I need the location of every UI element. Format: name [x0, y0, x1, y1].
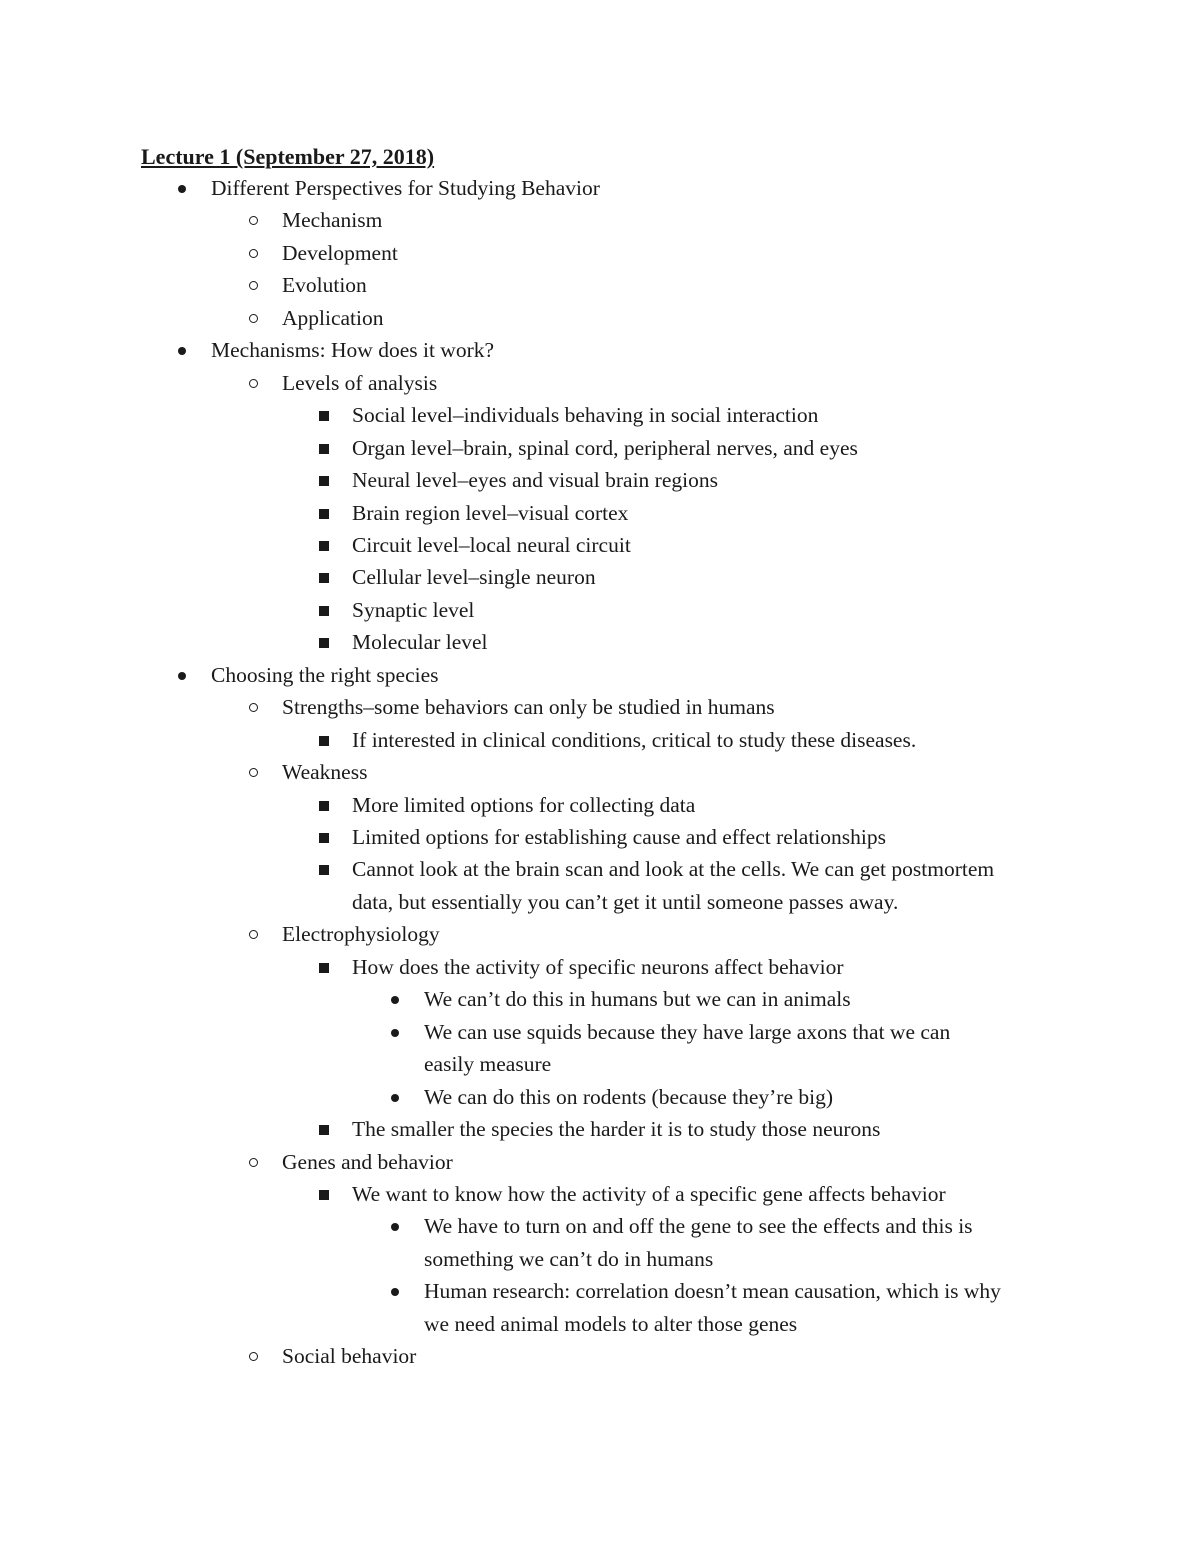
outline-item-level-2: Application	[282, 305, 384, 330]
square-bullet-icon	[319, 951, 349, 984]
bullet-icon	[178, 334, 208, 367]
outline-item-level-2: Levels of analysis	[282, 370, 438, 395]
outline-item-level-1: Choosing the right species	[211, 662, 439, 687]
outline-item-level-4: We can use squids because they have large axons that we can	[424, 1019, 951, 1044]
square-bullet-icon	[319, 821, 349, 854]
outline-item-level-2: Genes and behavior	[282, 1149, 453, 1174]
outline-item-level-2: Development	[282, 240, 398, 265]
square-bullet-icon	[319, 1178, 349, 1211]
outline-item-level-2: Social behavior	[282, 1344, 417, 1369]
square-bullet-icon	[319, 464, 349, 497]
square-bullet-icon	[319, 561, 349, 594]
outline-item-level-2: Strengths–some behaviors can only be studied in humans	[282, 695, 775, 720]
square-bullet-icon	[319, 594, 349, 627]
circle-bullet-icon	[249, 269, 279, 302]
outline-item-level-3: Social level–individuals behaving in social interaction	[352, 403, 819, 428]
square-bullet-icon	[319, 724, 349, 757]
outline-item-continuation: easily measure	[424, 1052, 552, 1077]
square-bullet-icon	[319, 529, 349, 562]
outline-item-level-4: We have to turn on and off the gene to see the effects and this is	[424, 1214, 973, 1239]
circle-bullet-icon	[249, 1146, 279, 1179]
bullet-icon	[178, 172, 208, 205]
square-bullet-icon	[319, 497, 349, 530]
square-bullet-icon	[319, 432, 349, 465]
outline-item-continuation: data, but essentially you can’t get it until someone passes away.	[352, 889, 899, 914]
square-bullet-icon	[319, 1113, 349, 1146]
outline-item-level-2: Evolution	[282, 273, 367, 298]
outline-item-level-2: Mechanism	[282, 208, 383, 233]
outline-item-level-2: Weakness	[282, 760, 368, 785]
square-bullet-icon	[319, 399, 349, 432]
circle-bullet-icon	[249, 204, 279, 237]
outline-item-level-1: Different Perspectives for Studying Behavior	[211, 176, 600, 200]
outline-item-level-3: Neural level–eyes and visual brain regions	[352, 468, 718, 493]
outline-item-level-3: Synaptic level	[352, 597, 475, 622]
outline-item-level-2: Electrophysiology	[282, 922, 440, 947]
bullet-icon	[391, 1275, 421, 1308]
page-title: Lecture 1 (September 27, 2018)	[141, 144, 435, 169]
circle-bullet-icon	[249, 756, 279, 789]
outline-item-level-3: If interested in clinical conditions, critical to study these diseases.	[352, 727, 917, 752]
outline-item-continuation: we need animal models to alter those genes	[424, 1311, 798, 1336]
circle-bullet-icon	[249, 237, 279, 270]
bullet-icon	[391, 1016, 421, 1049]
square-bullet-icon	[319, 853, 349, 886]
outline-item-level-3: Organ level–brain, spinal cord, peripheral nerves, and eyes	[352, 435, 858, 460]
bullet-icon	[391, 1081, 421, 1114]
circle-bullet-icon	[249, 302, 279, 335]
square-bullet-icon	[319, 626, 349, 659]
circle-bullet-icon	[249, 918, 279, 951]
outline-item-level-3: The smaller the species the harder it is to study those neurons	[352, 1117, 881, 1142]
outline-item-level-3: Circuit level–local neural circuit	[352, 532, 631, 557]
outline-item-level-4: We can’t do this in humans but we can in animals	[424, 987, 851, 1012]
outline-item-level-3: We want to know how the activity of a specific gene affects behavior	[352, 1181, 946, 1206]
bullet-icon	[391, 1210, 421, 1243]
outline-item-level-3: Brain region level–visual cortex	[352, 500, 629, 525]
bullet-icon	[178, 659, 208, 692]
outline-item-level-3: Limited options for establishing cause and effect relationships	[352, 825, 886, 849]
outline-item-level-1: Mechanisms: How does it work?	[211, 338, 495, 363]
square-bullet-icon	[319, 789, 349, 822]
outline-item-level-4: We can do this on rodents (because they’re big)	[424, 1084, 834, 1109]
outline-item-level-3: Molecular level	[352, 630, 488, 655]
outline-item-level-4: Human research: correlation doesn’t mean causation, which is why	[424, 1279, 1001, 1304]
outline-item-level-3: Cannot look at the brain scan and look at the cells. We can get postmortem	[352, 857, 995, 882]
outline-item-level-3: More limited options for collecting data	[352, 792, 696, 817]
circle-bullet-icon	[249, 691, 279, 724]
circle-bullet-icon	[249, 367, 279, 400]
circle-bullet-icon	[249, 1340, 279, 1373]
outline-item-level-3: Cellular level–single neuron	[352, 565, 596, 590]
outline-item-level-3: How does the activity of specific neurons affect behavior	[352, 954, 844, 979]
outline-item-continuation: something we can’t do in humans	[424, 1246, 714, 1271]
bullet-icon	[391, 983, 421, 1016]
